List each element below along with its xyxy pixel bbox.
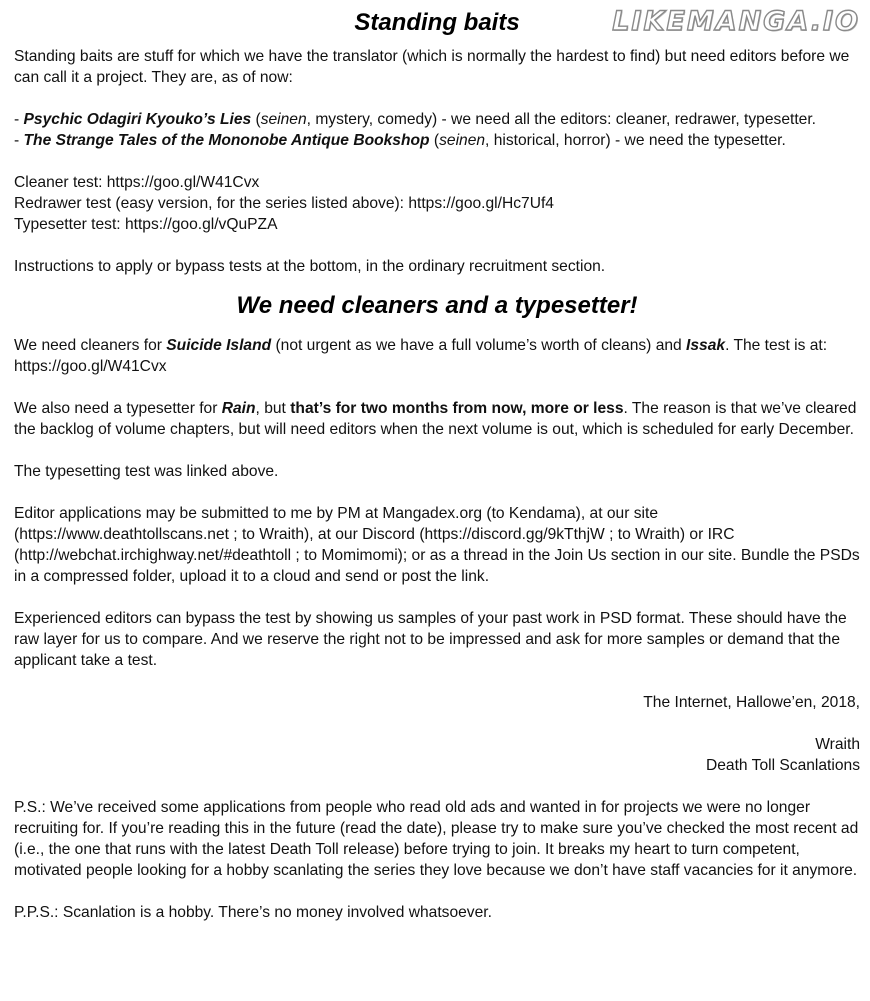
genre: seinen	[260, 111, 307, 128]
series-title: Psychic Odagiri Kyouko’s Lies	[23, 111, 252, 128]
cleaners-typesetter-heading: We need cleaners and a typesetter!	[236, 292, 638, 319]
standing-baits-intro: Standing baits are stuff for which we have the translator (which is normally the hardest to find) but need editors before we can call it a project. They are, as of now:	[14, 48, 850, 86]
ps-paragraph: P.S.: We’ve received some applications from people who read old ads and wanted in for projects we were no longer recruiting for. If you’re reading this in the future (read the date), please try to make sure you’ve checked the most recent ad (i.e., the one that runs with the latest Death Toll release) before trying to join. It breaks my heart to turn competent, motivated people looking for a hobby scanlating the series they love because we don’t have staff vacancies for it anymore.	[14, 799, 859, 879]
watermark-logo: LIKEMANGA.IO	[612, 6, 860, 37]
bait-item-odagiri	[14, 109, 860, 130]
series-title: Rain	[221, 400, 256, 417]
text: (not urgent as we have a full volume’s worth of cleans) and	[271, 337, 687, 354]
text: , but	[255, 400, 291, 417]
signature-place-date: The Internet, Hallowe’en, 2018,	[643, 694, 860, 711]
text: We also need a typesetter for	[14, 400, 222, 417]
emphasis: that’s for two months from now, more or less	[290, 400, 624, 417]
bait-item-dash: -	[14, 111, 24, 128]
cleaners-paragraph	[14, 335, 860, 377]
cleaner-test-line: Cleaner test: https://goo.gl/W41Cvx	[14, 174, 260, 191]
instructions-line: Instructions to apply or bypass tests at the bottom, in the ordinary recruitment section.	[14, 258, 606, 275]
paren-open: (	[251, 111, 261, 128]
redrawer-test-line: Redrawer test (easy version, for the series listed above): https://goo.gl/Hc7Uf4	[14, 195, 554, 212]
text: . The test is at: https://goo.gl/W41Cvx	[14, 337, 828, 375]
applications-paragraph: Editor applications may be submitted to me by PM at Mangadex.org (to Kendama), at our site (https://www.deathtollscans.net ; to Wraith), at our Discord (https://discord.gg/9kTthjW ; to Wraith) or IRC (http://webchat.irchighway.net/#deathtoll ; to Momimomi); or as a thread in the Join Us section in our site. Bundle the PSDs in a compressed folder, upload it to a cloud and send or post the link.	[14, 505, 860, 585]
test-linked-line: The typesetting test was linked above.	[14, 463, 279, 480]
series-title: The Strange Tales of the Mononobe Antique Bookshop	[23, 132, 430, 149]
text: . The reason is that we’ve cleared the backlog of volume chapters, but will need editors when the next volume is out, which is scheduled for early December.	[14, 400, 857, 438]
series-title: Suicide Island	[166, 337, 272, 354]
text: We need cleaners for	[14, 337, 167, 354]
signature-name: Wraith	[815, 736, 860, 753]
bait-item-rest: , historical, horror) - we need the typesetter.	[485, 132, 786, 149]
experienced-paragraph: Experienced editors can bypass the test by showing us samples of your past work in PSD format. These should have the raw layer for us to compare. And we reserve the right not to be impressed and ask for more samples or demand that the applicant take a test.	[14, 610, 847, 669]
bait-item-dash: -	[14, 132, 24, 149]
recruitment-notice	[14, 0, 860, 923]
typesetter-paragraph	[14, 398, 860, 440]
paren-open: (	[429, 132, 440, 149]
signature-group: Death Toll Scanlations	[705, 757, 860, 774]
genre: seinen	[439, 132, 486, 149]
standing-baits-heading: Standing baits	[354, 9, 520, 36]
series-title: Issak	[686, 337, 726, 354]
typesetter-test-line: Typesetter test: https://goo.gl/vQuPZA	[14, 216, 278, 233]
pps-paragraph: P.P.S.: Scanlation is a hobby. There’s no money involved whatsoever.	[14, 904, 492, 921]
bait-item-mononobe	[14, 130, 860, 151]
bait-item-rest: , mystery, comedy) - we need all the editors: cleaner, redrawer, typesetter.	[306, 111, 816, 128]
